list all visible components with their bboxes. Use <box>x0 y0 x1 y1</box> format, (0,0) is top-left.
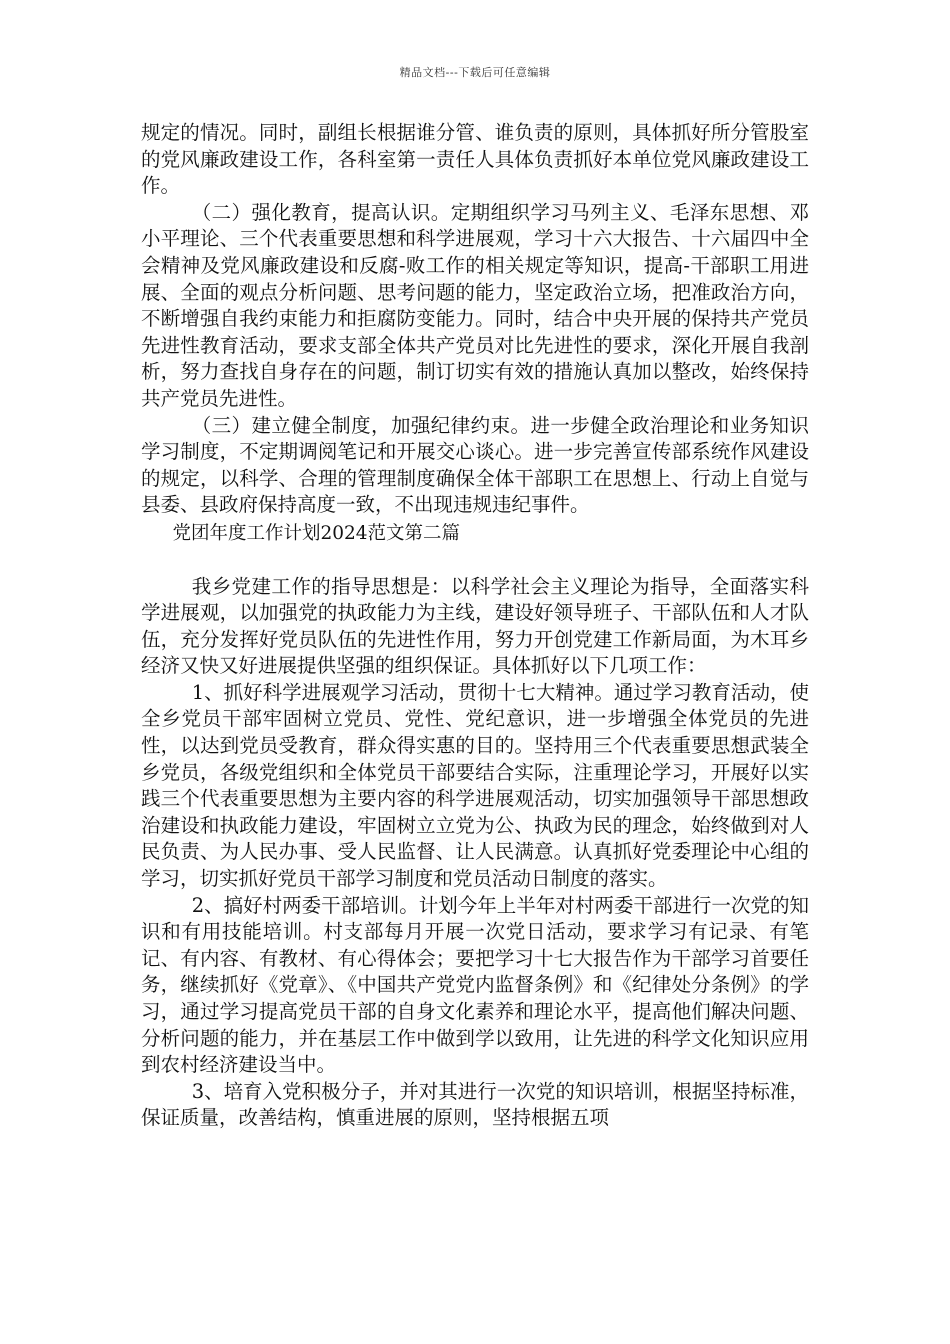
paragraph: 2、搞好村两委干部培训。计划今年上半年对村两委干部进行一次党的知识和有用技能培训。村支部每月开展一次党日活动，要求学习有记录、有笔记、有内容、有教材、有心得体会；要把学习十七大报告作为干部学习首要任务，继续抓好《党章》、《中国共产党党内监督条例》和《纪律处分条例》的学习，通过学习提高党员干部的自身文化素养和理论水平，提高他们解决问题、分析问题的能力，并在基层工作中做到学以致用，让先进的科学文化知识应用到农村经济建设当中。 <box>141 893 809 1077</box>
paragraph: 我乡党建工作的指导思想是：以科学社会主义理论为指导，全面落实科学进展观，以加强党的执政能力为主线，建设好领导班子、干部队伍和人才队伍，充分发挥好党员队伍的先进性作用，努力开创党建工作新局面，为木耳乡经济又快又好进展提供坚强的组织保证。具体抓好以下几项工作： <box>141 574 809 678</box>
document-body <box>141 120 809 1132</box>
paragraph: 3、培育入党积极分子，并对其进行一次党的知识培训，根据坚持标准，保证质量，改善结构，慎重进展的原则，坚持根据五项 <box>141 1079 809 1130</box>
paragraph: 规定的情况。同时，副组长根据谁分管、谁负责的原则，具体抓好所分管股室的党风廉政建设工作，各科室第一责任人具体负责抓好本单位党风廉政建设工作。 <box>141 121 809 198</box>
paragraph: （二）强化教育，提高认识。定期组织学习马列主义、毛泽东思想、邓小平理论、三个代表重要思想和科学进展观，学习十六大报告、十六届四中全会精神及党风廉政建设和反腐-败工作的相关规定等知识，提高-干部职工用进展、全面的观点分析问题、思考问题的能力，坚定政治立场，把准政治方向，不断增强自我约束能力和拒腐防变能力。同时，结合中央开展的保持共产党员先进性教育活动，要求支部全体共产党员对比先进性的要求，深化开展自我剖析，努力查找自身存在的问题，制订切实有效的措施认真加以整改，始终保持共产党员先进性。 <box>141 200 809 410</box>
page-header: 精品文档---下载后可任意编辑 <box>399 66 551 79</box>
paragraph: 1、抓好科学进展观学习活动，贯彻十七大精神。通过学习教育活动，使全乡党员干部牢固树立党员、党性、党纪意识，进一步增强全体党员的先进性，以达到党员受教育，群众得实惠的目的。坚持用三个代表重要思想武装全乡党员，各级党组织和全体党员干部要结合实际，注重理论学习，开展好以实践三个代表重要思想为主要内容的科学进展观活动，切实加强领导干部思想政治建设和执政能力建设，牢固树立立党为公、执政为民的理念，始终做到对人民负责、为人民办事、受人民监督、让人民满意。认真抓好党委理论中心组的学习，切实抓好党员干部学习制度和党员活动日制度的落实。 <box>141 680 809 891</box>
paragraph: （三）建立健全制度，加强纪律约束。进一步健全政治理论和业务知识学习制度，不定期调阅笔记和开展交心谈心。进一步完善宣传部系统作风建设的规定，以科学、合理的管理制度确保全体干部职工在思想上、行动上自觉与县委、县政府保持高度一致，不出现违规违纪事件。 <box>141 413 809 517</box>
section-title: 党团年度工作计划2024范文第二篇 <box>172 522 461 544</box>
